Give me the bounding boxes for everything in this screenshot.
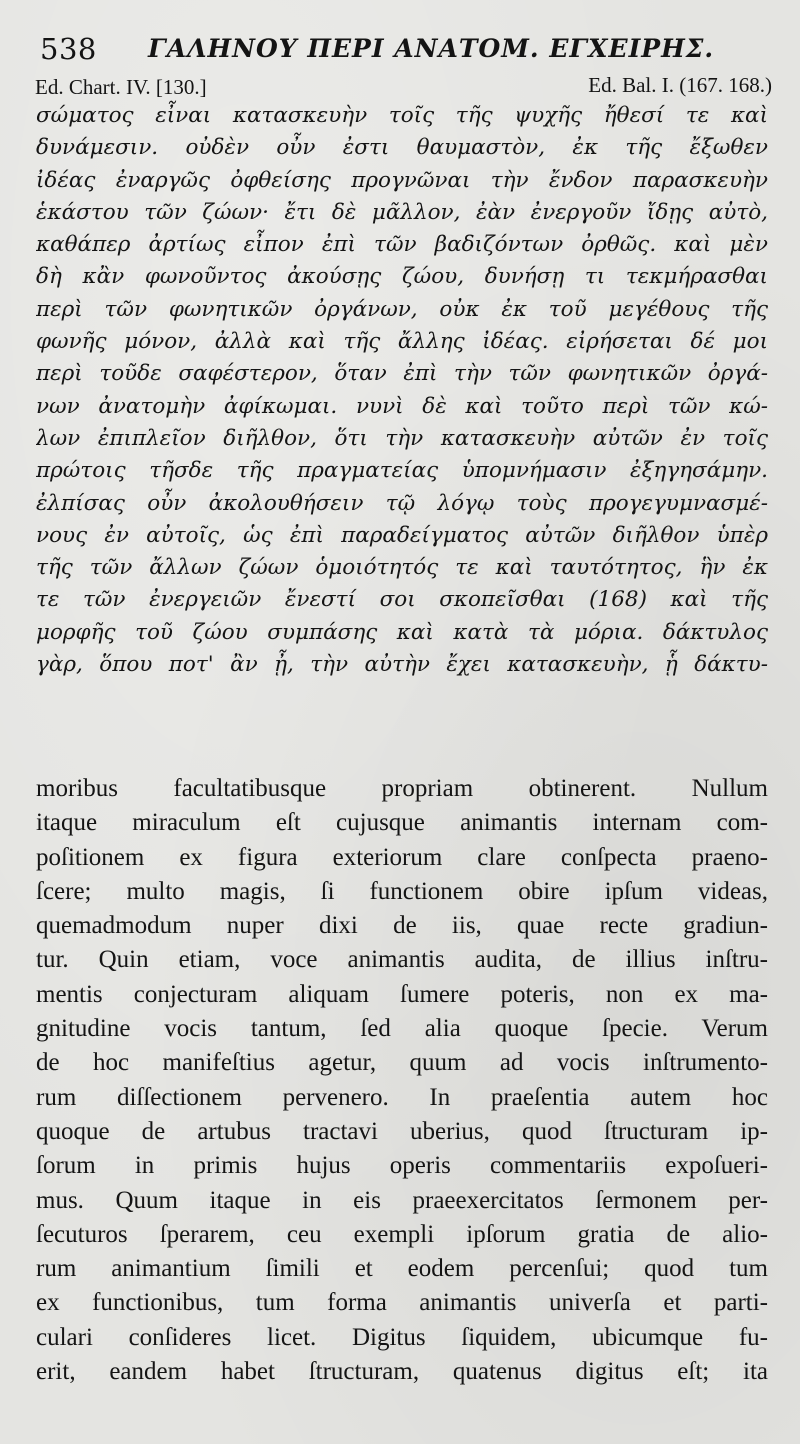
latin-text-line: mentis conjecturam aliquam ſumere poteris, non ex ma-: [36, 980, 768, 1008]
latin-text-line: itaque miraculum eſt cujusque animantis internam com-: [36, 809, 768, 837]
latin-text-line: rum animantium ſimili et eodem percenſui; quod tum: [36, 1255, 768, 1283]
latin-text-line: tur. Quin etiam, voce animantis audita, de illius inſtru-: [36, 946, 768, 974]
greek-text-line: περὶ τῶν φωνητικῶν ὀργάνων, οὐκ ἐκ τοῦ μεγέθους τῆς: [36, 296, 768, 322]
greek-text-line: καθάπερ ἀρτίως εἶπον ἐπὶ τῶν βαδιζόντων ὀρθῶς. καὶ μὲν: [36, 232, 768, 258]
greek-text-line: περὶ τοῦδε σαφέστερον, ὅταν ἐπὶ τὴν τῶν φωνητικῶν ὀργά-: [36, 361, 768, 387]
latin-text-line: rum diſſectionem pervenero. In praeſentia autem hoc: [36, 1083, 768, 1111]
greek-text-line: πρώτοις τῆσδε τῆς πραγματείας ὑπομνήμασιν ἐξηγησάμην.: [36, 458, 768, 484]
latin-text-line: quoque de artubus tractavi uberius, quod ſtructuram ip-: [36, 1117, 768, 1145]
latin-text-line: culari conſideres licet. Digitus ſiquidem, ubicumque fu-: [36, 1323, 768, 1351]
greek-text-line: τῆς τῶν ἄλλων ζώων ὁμοιότητός τε καὶ ταυτότητος, ἣν ἐκ: [36, 555, 768, 581]
greek-text-line: νους ἐν αὐτοῖς, ὡς ἐπὶ παραδείγματος αὐτῶν διῆλθον ὑπὲρ: [36, 522, 768, 548]
greek-text-line: σώματος εἶναι κατασκευὴν τοῖς τῆς ψυχῆς ἤθεσί τε καὶ: [36, 103, 768, 128]
latin-text-line: moribus facultatibusque propriam obtinerent. Nullum: [36, 775, 768, 802]
latin-text-line: gnitudine vocis tantum, ſed alia quoque ſpecie. Verum: [36, 1015, 768, 1043]
greek-text-line: τε τῶν ἐνεργειῶν ἔνεστί σοι σκοπεῖσθαι (168) καὶ τῆς: [36, 587, 768, 613]
edition-reference-basel: Ed. Bal. I. (167. 168.): [588, 73, 772, 97]
latin-text-line: quemadmodum nuper dixi de iis, quae recte gradiun-: [36, 912, 768, 940]
latin-text-block: [36, 772, 768, 1389]
greek-text-line: μορφῆς τοῦ ζώου συμπάσης καὶ κατὰ τὰ μόρια. δάκτυλος: [36, 619, 768, 645]
latin-text-line: ſcere; multo magis, ſi functionem obire ipſum videas,: [36, 877, 768, 905]
latin-text-line: de hoc manifeſtius agetur, quum ad vocis inſtrumento-: [36, 1049, 768, 1077]
latin-text-line: mus. Quum itaque in eis praeexercitatos ſermonem per-: [36, 1186, 768, 1214]
latin-text-line: ex functionibus, tum forma animantis univerſa et parti-: [36, 1289, 768, 1317]
page-header: [30, 30, 770, 70]
latin-text-line: ſecuturos ſperarem, ceu exempli ipſorum gratia de alio-: [36, 1220, 768, 1248]
greek-text-block: [36, 100, 768, 681]
greek-text-line: ἰδέας ἐναργῶς ὀφθείσης προγνῶναι τὴν ἔνδον παρασκευὴν: [36, 167, 768, 193]
greek-text-line: ἑκάστου τῶν ζώων· ἔτι δὲ μᾶλλον, ἐὰν ἐνεργοῦν ἴδῃς αὐτὸ,: [36, 199, 768, 225]
running-title: ΓΑΛΗΝΟΥ ΠΕΡΙ ΑΝΑΤΟΜ. ΕΓΧΕΙΡΗΣ.: [148, 34, 715, 63]
edition-reference-chartier: Ed. Chart. IV. [130.]: [35, 75, 207, 99]
greek-text-line: δυνάμεσιν. οὐδὲν οὖν ἐστι θαυμαστὸν, ἐκ τῆς ἔξωθεν: [36, 135, 768, 161]
page-number: 538: [40, 32, 97, 66]
latin-text-line: poſitionem ex figura exteriorum clare conſpecta praeno-: [36, 843, 768, 871]
greek-text-line: φωνῆς μόνον, ἀλλὰ καὶ τῆς ἄλλης ἰδέας. εἰρήσεται δέ μοι: [36, 329, 768, 355]
greek-text-line: λων ἐπιπλεῖον διῆλθον, ὅτι τὴν κατασκευὴν αὐτῶν ἐν τοῖς: [36, 425, 768, 451]
edition-reference-line: [30, 73, 772, 99]
greek-text-line: ἐλπίσας οὖν ἀκολουθήσειν τῷ λόγῳ τοὺς προγεγυμνασμέ-: [36, 490, 768, 516]
greek-text-line: δὴ κἂν φωνοῦντος ἀκούσῃς ζώου, δυνήσῃ τι τεκμήρασθαι: [36, 264, 768, 290]
latin-text-line: ſorum in primis hujus operis commentariis expoſueri-: [36, 1152, 768, 1180]
greek-text-line: νων ἀνατομὴν ἀφίκωμαι. νυνὶ δὲ καὶ τοῦτο περὶ τῶν κώ-: [36, 393, 768, 419]
greek-text-line: γὰρ, ὅπου ποτ' ἂν ᾖ, τὴν αὐτὴν ἔχει κατασκευὴν, ᾗ δάκτυ-: [36, 652, 768, 678]
latin-text-line: erit, eandem habet ſtructuram, quatenus digitus eſt; ita: [36, 1358, 768, 1386]
